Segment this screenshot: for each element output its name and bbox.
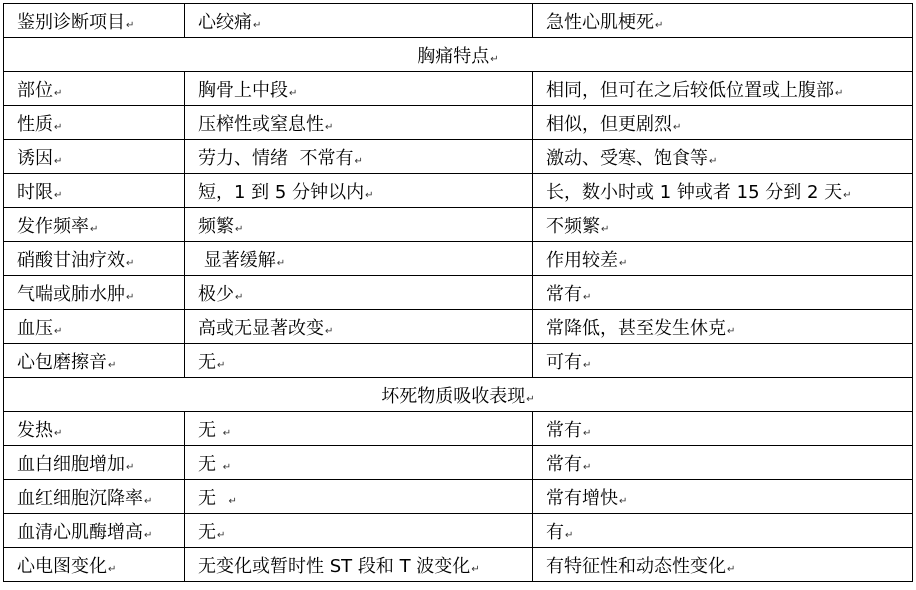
row-label-cell: 性质↵ bbox=[4, 106, 185, 140]
paragraph-mark-icon: ↵ bbox=[54, 87, 63, 99]
paragraph-mark-icon: ↵ bbox=[673, 121, 682, 133]
row-label-cell: 心电图变化↵ bbox=[4, 548, 185, 582]
angina-cell: 无 ↵ bbox=[185, 412, 533, 446]
mi-cell: 有↵ bbox=[533, 514, 913, 548]
paragraph-mark-icon: ↵ bbox=[144, 495, 153, 507]
paragraph-mark-icon: ↵ bbox=[709, 155, 718, 167]
section-row bbox=[4, 378, 913, 412]
row-label-cell: 时限↵ bbox=[4, 174, 185, 208]
paragraph-mark-icon: ↵ bbox=[619, 495, 628, 507]
paragraph-mark-icon: ↵ bbox=[835, 87, 844, 99]
paragraph-mark-icon: ↵ bbox=[583, 427, 592, 439]
paragraph-mark-icon: ↵ bbox=[727, 563, 736, 575]
table-row bbox=[4, 514, 913, 548]
section-title: 坏死物质吸收表现↵ bbox=[4, 378, 913, 412]
angina-cell: 无 ↵ bbox=[185, 480, 533, 514]
angina-cell: 频繁↵ bbox=[185, 208, 533, 242]
angina-cell: 高或无显著改变↵ bbox=[185, 310, 533, 344]
paragraph-mark-icon: ↵ bbox=[601, 223, 610, 235]
paragraph-mark-icon: ↵ bbox=[235, 223, 244, 235]
paragraph-mark-icon: ↵ bbox=[126, 291, 135, 303]
mi-cell: 常降低，甚至发生休克↵ bbox=[533, 310, 913, 344]
paragraph-mark-icon: ↵ bbox=[108, 359, 117, 371]
paragraph-mark-icon: ↵ bbox=[126, 257, 135, 269]
paragraph-mark-icon: ↵ bbox=[222, 427, 232, 439]
paragraph-mark-icon: ↵ bbox=[54, 121, 63, 133]
row-label-cell: 血清心肌酶增高↵ bbox=[4, 514, 185, 548]
paragraph-mark-icon: ↵ bbox=[228, 495, 237, 507]
table-body bbox=[4, 4, 913, 582]
mi-cell: 作用较差↵ bbox=[533, 242, 913, 276]
angina-cell: 无↵ bbox=[185, 344, 533, 378]
paragraph-mark-icon: ↵ bbox=[471, 563, 480, 575]
paragraph-mark-icon: ↵ bbox=[325, 121, 334, 133]
angina-cell: 无↵ bbox=[185, 514, 533, 548]
paragraph-mark-icon: ↵ bbox=[222, 461, 232, 473]
paragraph-mark-icon: ↵ bbox=[619, 257, 628, 269]
mi-cell: 常有增快↵ bbox=[533, 480, 913, 514]
table-row bbox=[4, 72, 913, 106]
table-row bbox=[4, 242, 913, 276]
paragraph-mark-icon: ↵ bbox=[90, 223, 99, 235]
paragraph-mark-icon: ↵ bbox=[289, 87, 298, 99]
mi-cell: 相同，但可在之后较低位置或上腹部↵ bbox=[533, 72, 913, 106]
row-label-cell: 硝酸甘油疗效↵ bbox=[4, 242, 185, 276]
mi-cell: 常有↵ bbox=[533, 446, 913, 480]
paragraph-mark-icon: ↵ bbox=[54, 427, 63, 439]
paragraph-mark-icon: ↵ bbox=[727, 325, 736, 337]
angina-cell: 显著缓解↵ bbox=[185, 242, 533, 276]
row-label-cell: 发热↵ bbox=[4, 412, 185, 446]
mi-cell: 不频繁↵ bbox=[533, 208, 913, 242]
row-label-cell: 气喘或肺水肿↵ bbox=[4, 276, 185, 310]
paragraph-mark-icon: ↵ bbox=[126, 19, 135, 31]
paragraph-mark-icon: ↵ bbox=[354, 155, 363, 167]
table-row bbox=[4, 208, 913, 242]
mi-cell: 相似，但更剧烈↵ bbox=[533, 106, 913, 140]
mi-cell: 常有↵ bbox=[533, 412, 913, 446]
row-label-cell: 诱因↵ bbox=[4, 140, 185, 174]
paragraph-mark-icon: ↵ bbox=[526, 393, 535, 405]
section-title: 胸痛特点↵ bbox=[4, 38, 913, 72]
mi-cell: 可有↵ bbox=[533, 344, 913, 378]
angina-cell: 无变化或暂时性 ST 段和 T 波变化↵ bbox=[185, 548, 533, 582]
angina-cell: 无 ↵ bbox=[185, 446, 533, 480]
paragraph-mark-icon: ↵ bbox=[490, 53, 499, 65]
header-cell-angina: 心绞痛↵ bbox=[185, 4, 533, 38]
mi-cell: 有特征性和动态性变化↵ bbox=[533, 548, 913, 582]
angina-cell: 极少↵ bbox=[185, 276, 533, 310]
mi-cell: 激动、受寒、饱食等↵ bbox=[533, 140, 913, 174]
paragraph-mark-icon: ↵ bbox=[655, 19, 664, 31]
table-row bbox=[4, 446, 913, 480]
table-row bbox=[4, 344, 913, 378]
table-row bbox=[4, 480, 913, 514]
angina-cell: 劳力、情绪 不常有↵ bbox=[185, 140, 533, 174]
row-label-cell: 发作频率↵ bbox=[4, 208, 185, 242]
paragraph-mark-icon: ↵ bbox=[217, 359, 226, 371]
paragraph-mark-icon: ↵ bbox=[253, 19, 262, 31]
paragraph-mark-icon: ↵ bbox=[583, 359, 592, 371]
paragraph-mark-icon: ↵ bbox=[54, 155, 63, 167]
angina-cell: 短，1 到 5 分钟以内↵ bbox=[185, 174, 533, 208]
mi-cell: 长，数小时或 1 钟或者 15 分到 2 天↵ bbox=[533, 174, 913, 208]
paragraph-mark-icon: ↵ bbox=[126, 461, 135, 473]
paragraph-mark-icon: ↵ bbox=[583, 291, 592, 303]
row-label-cell: 血红细胞沉降率↵ bbox=[4, 480, 185, 514]
paragraph-mark-icon: ↵ bbox=[108, 563, 117, 575]
table-row bbox=[4, 276, 913, 310]
angina-cell: 胸骨上中段↵ bbox=[185, 72, 533, 106]
paragraph-mark-icon: ↵ bbox=[144, 529, 153, 541]
paragraph-mark-icon: ↵ bbox=[325, 325, 334, 337]
header-row bbox=[4, 4, 913, 38]
paragraph-mark-icon: ↵ bbox=[217, 529, 226, 541]
table-row bbox=[4, 412, 913, 446]
paragraph-mark-icon: ↵ bbox=[54, 189, 63, 201]
table-row bbox=[4, 140, 913, 174]
paragraph-mark-icon: ↵ bbox=[565, 529, 574, 541]
section-row bbox=[4, 38, 913, 72]
mi-cell: 常有↵ bbox=[533, 276, 913, 310]
header-cell-item: 鉴别诊断项目↵ bbox=[4, 4, 185, 38]
paragraph-mark-icon: ↵ bbox=[235, 291, 244, 303]
row-label-cell: 部位↵ bbox=[4, 72, 185, 106]
row-label-cell: 心包磨擦音↵ bbox=[4, 344, 185, 378]
angina-cell: 压榨性或窒息性↵ bbox=[185, 106, 533, 140]
table-row bbox=[4, 548, 913, 582]
table-row bbox=[4, 310, 913, 344]
paragraph-mark-icon: ↵ bbox=[54, 325, 63, 337]
row-label-cell: 血白细胞增加↵ bbox=[4, 446, 185, 480]
paragraph-mark-icon: ↵ bbox=[365, 189, 374, 201]
paragraph-mark-icon: ↵ bbox=[843, 189, 852, 201]
paragraph-mark-icon: ↵ bbox=[583, 461, 592, 473]
differential-diagnosis-table bbox=[3, 3, 913, 582]
table-row bbox=[4, 174, 913, 208]
row-label-cell: 血压↵ bbox=[4, 310, 185, 344]
paragraph-mark-icon: ↵ bbox=[276, 257, 286, 269]
header-cell-mi: 急性心肌梗死↵ bbox=[533, 4, 913, 38]
table-row bbox=[4, 106, 913, 140]
